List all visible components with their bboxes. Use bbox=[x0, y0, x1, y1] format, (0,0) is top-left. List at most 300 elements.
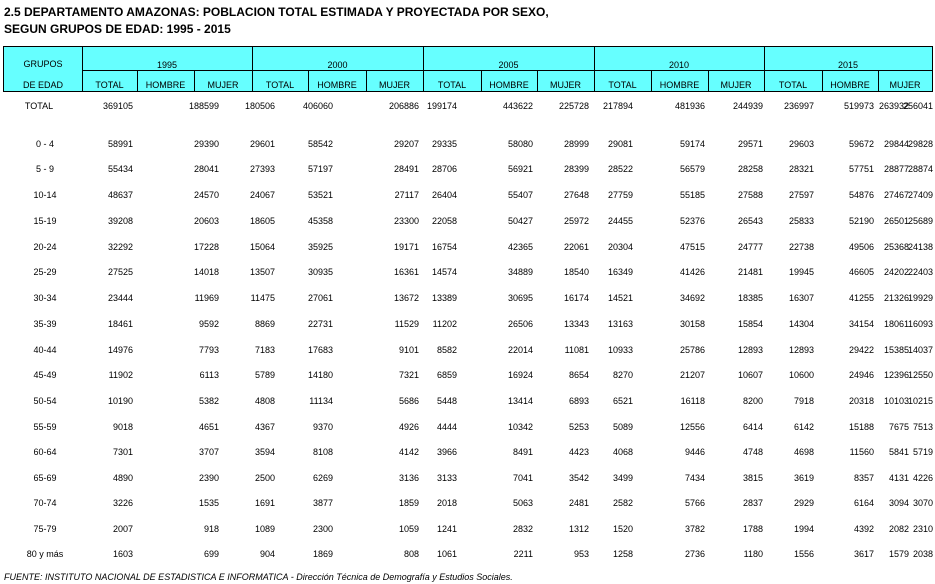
table-cell: 8270 bbox=[612, 370, 633, 380]
table-cell: 5063 bbox=[512, 498, 533, 508]
row-label: 45-49 bbox=[33, 370, 57, 380]
table-cell: 7793 bbox=[198, 345, 219, 355]
table-cell: 2018 bbox=[436, 498, 457, 508]
table-cell: 5686 bbox=[398, 396, 419, 406]
table-cell: 27525 bbox=[107, 267, 133, 277]
table-row bbox=[0, 242, 935, 256]
table-cell: 10190 bbox=[107, 396, 133, 406]
table-cell: 1059 bbox=[398, 524, 419, 534]
table-cell: 17228 bbox=[193, 242, 219, 252]
row-label: 80 y más bbox=[26, 549, 64, 559]
table-cell: 24777 bbox=[737, 242, 763, 252]
table-cell: 28999 bbox=[563, 139, 589, 149]
row-label: 0 - 4 bbox=[35, 139, 54, 149]
table-cell: 15188 bbox=[848, 422, 874, 432]
table-cell: 6414 bbox=[742, 422, 763, 432]
header-year-underline bbox=[594, 70, 764, 71]
table-row bbox=[0, 139, 935, 153]
table-cell: 12550 bbox=[907, 370, 933, 380]
table-cell: 9446 bbox=[684, 447, 705, 457]
table-cell: 18540 bbox=[563, 267, 589, 277]
table-cell: 26543 bbox=[737, 216, 763, 226]
table-cell: 39208 bbox=[107, 216, 133, 226]
table-title-line-1: 2.5 DEPARTAMENTO AMAZONAS: POBLACION TOTAL ESTIMADA Y PROYECTADA POR SEXO, bbox=[4, 5, 549, 19]
table-cell: 11902 bbox=[108, 370, 133, 380]
table-cell: 24202 bbox=[883, 267, 909, 277]
table-cell: 42365 bbox=[507, 242, 533, 252]
table-cell: 206886 bbox=[388, 101, 419, 111]
table-cell: 3133 bbox=[436, 473, 457, 483]
table-cell: 34692 bbox=[679, 293, 705, 303]
table-cell: 11475 bbox=[250, 293, 275, 303]
table-cell: 12893 bbox=[737, 345, 763, 355]
table-cell: 14521 bbox=[607, 293, 633, 303]
table-cell: 4367 bbox=[254, 422, 275, 432]
header-year: 2005 bbox=[498, 60, 519, 70]
table-cell: 25786 bbox=[679, 345, 705, 355]
table-cell: 2481 bbox=[568, 498, 589, 508]
table-title-line-2: SEGUN GRUPOS DE EDAD: 1995 - 2015 bbox=[4, 22, 231, 36]
table-cell: 481936 bbox=[674, 101, 705, 111]
table-cell: 20318 bbox=[848, 396, 874, 406]
table-cell: 27467 bbox=[883, 190, 909, 200]
row-label: 55-59 bbox=[33, 422, 57, 432]
table-cell: 16118 bbox=[680, 396, 705, 406]
table-cell: 918 bbox=[203, 524, 219, 534]
table-cell: 10600 bbox=[788, 370, 814, 380]
table-row-total bbox=[0, 101, 935, 115]
table-cell: 18461 bbox=[107, 319, 133, 329]
row-label: 75-79 bbox=[33, 524, 57, 534]
table-cell: 3617 bbox=[853, 549, 874, 559]
header-sub-hombre: HOMBRE bbox=[317, 80, 357, 90]
header-sub-total: TOTAL bbox=[95, 80, 124, 90]
table-cell: 4748 bbox=[742, 447, 763, 457]
row-label: 20-24 bbox=[33, 242, 57, 252]
table-cell: 24570 bbox=[193, 190, 219, 200]
table-cell: 58991 bbox=[107, 139, 133, 149]
table-cell: 4890 bbox=[112, 473, 133, 483]
table-cell: 5789 bbox=[254, 370, 275, 380]
table-cell: 29603 bbox=[788, 139, 814, 149]
table-cell: 1089 bbox=[254, 524, 275, 534]
row-label: 5 - 9 bbox=[35, 164, 54, 174]
table-cell: 2500 bbox=[254, 473, 275, 483]
table-cell: 16307 bbox=[788, 293, 814, 303]
table-row bbox=[0, 293, 935, 307]
table-row bbox=[0, 498, 935, 512]
table-cell: 14180 bbox=[307, 370, 333, 380]
table-cell: 58080 bbox=[507, 139, 533, 149]
table-cell: 27393 bbox=[249, 164, 275, 174]
row-label: TOTAL bbox=[24, 101, 54, 111]
table-cell: 5841 bbox=[888, 447, 909, 457]
table-cell: 29390 bbox=[193, 139, 219, 149]
table-cell: 6859 bbox=[436, 370, 457, 380]
table-cell: 10607 bbox=[737, 370, 763, 380]
table-cell: 28491 bbox=[393, 164, 419, 174]
table-cell: 32292 bbox=[107, 242, 133, 252]
header-sub-mujer: MUJER bbox=[889, 80, 921, 90]
table-cell: 26404 bbox=[431, 190, 457, 200]
table-cell: 9101 bbox=[398, 345, 419, 355]
table-cell: 28321 bbox=[788, 164, 814, 174]
table-cell: 22403 bbox=[907, 267, 933, 277]
table-cell: 12396 bbox=[883, 370, 909, 380]
table-row bbox=[0, 447, 935, 461]
table-cell: 48637 bbox=[107, 190, 133, 200]
table-cell: 5253 bbox=[568, 422, 589, 432]
table-cell: 3815 bbox=[742, 473, 763, 483]
table-cell: 27759 bbox=[607, 190, 633, 200]
table-cell: 22738 bbox=[788, 242, 814, 252]
table-row bbox=[0, 345, 935, 359]
table-cell: 7918 bbox=[793, 396, 814, 406]
table-cell: 25833 bbox=[788, 216, 814, 226]
row-label: 65-69 bbox=[33, 473, 57, 483]
row-label: 35-39 bbox=[33, 319, 57, 329]
row-label: 40-44 bbox=[33, 345, 57, 355]
table-cell: 1180 bbox=[743, 549, 763, 559]
table-cell: 2310 bbox=[912, 524, 933, 534]
header-sub-mujer: MUJER bbox=[379, 80, 410, 90]
table-cell: 6893 bbox=[568, 396, 589, 406]
header-sub-hombre: HOMBRE bbox=[145, 80, 186, 90]
header-year-underline bbox=[764, 70, 932, 71]
table-cell: 57197 bbox=[307, 164, 333, 174]
table-cell: 11529 bbox=[394, 319, 419, 329]
table-cell: 11560 bbox=[849, 447, 874, 457]
table-cell: 46605 bbox=[848, 267, 874, 277]
table-cell: 20304 bbox=[607, 242, 633, 252]
table-cell: 1556 bbox=[793, 549, 814, 559]
table-cell: 26506 bbox=[507, 319, 533, 329]
table-cell: 2929 bbox=[793, 498, 814, 508]
table-cell: 54876 bbox=[848, 190, 874, 200]
table-cell: 55185 bbox=[679, 190, 705, 200]
table-cell: 7675 bbox=[888, 422, 909, 432]
table-cell: 236997 bbox=[783, 101, 814, 111]
table-cell: 30695 bbox=[507, 293, 533, 303]
table-cell: 28706 bbox=[431, 164, 457, 174]
table-cell: 443622 bbox=[502, 101, 533, 111]
table-cell: 4226 bbox=[912, 473, 933, 483]
table-cell: 25368 bbox=[883, 242, 909, 252]
table-cell: 699 bbox=[203, 549, 219, 559]
table-cell: 19945 bbox=[788, 267, 814, 277]
row-label: 50-54 bbox=[33, 396, 57, 406]
table-cell: 3877 bbox=[312, 498, 333, 508]
table-cell: 2736 bbox=[684, 549, 705, 559]
table-cell: 28041 bbox=[193, 164, 219, 174]
table-cell: 16349 bbox=[607, 267, 633, 277]
header-sub-hombre: HOMBRE bbox=[489, 80, 529, 90]
table-cell: 24946 bbox=[848, 370, 874, 380]
table-cell: 29335 bbox=[431, 139, 457, 149]
header-sub-mujer: MUJER bbox=[207, 80, 239, 90]
table-cell: 6113 bbox=[199, 370, 219, 380]
row-label: 10-14 bbox=[33, 190, 57, 200]
header-year: 1995 bbox=[156, 60, 178, 70]
table-cell: 2038 bbox=[912, 549, 933, 559]
table-cell: 14304 bbox=[788, 319, 814, 329]
table-cell: 2390 bbox=[198, 473, 219, 483]
table-cell: 11134 bbox=[309, 396, 333, 406]
header-sub-mujer: MUJER bbox=[720, 80, 752, 90]
table-cell: 21207 bbox=[679, 370, 705, 380]
table-cell: 519973 bbox=[843, 101, 874, 111]
table-cell: 4423 bbox=[568, 447, 589, 457]
table-cell: 27061 bbox=[307, 293, 333, 303]
table-cell: 217894 bbox=[602, 101, 633, 111]
header-year: 2010 bbox=[668, 60, 690, 70]
table-cell: 11202 bbox=[432, 319, 457, 329]
table-cell: 59672 bbox=[848, 139, 874, 149]
table-cell: 30935 bbox=[307, 267, 333, 277]
table-cell: 14574 bbox=[431, 267, 457, 277]
table-cell: 55434 bbox=[107, 164, 133, 174]
table-cell: 15854 bbox=[737, 319, 763, 329]
table-cell: 13163 bbox=[607, 319, 633, 329]
table-row bbox=[0, 164, 935, 178]
table-cell: 29828 bbox=[907, 139, 933, 149]
table-cell: 8654 bbox=[568, 370, 589, 380]
table-cell: 28522 bbox=[607, 164, 633, 174]
table-cell: 10215 bbox=[907, 396, 933, 406]
table-cell: 1579 bbox=[888, 549, 909, 559]
table-cell: 25972 bbox=[563, 216, 589, 226]
table-row bbox=[0, 524, 935, 538]
table-cell: 369105 bbox=[102, 101, 133, 111]
table-cell: 41255 bbox=[848, 293, 874, 303]
row-label: 30-34 bbox=[33, 293, 57, 303]
table-cell: 22731 bbox=[307, 319, 333, 329]
table-cell: 3070 bbox=[912, 498, 933, 508]
table-cell: 22061 bbox=[563, 242, 589, 252]
table-cell: 2211 bbox=[513, 549, 533, 559]
table-cell: 3594 bbox=[254, 447, 275, 457]
table-cell: 1520 bbox=[612, 524, 633, 534]
table-cell: 45358 bbox=[307, 216, 333, 226]
table-cell: 16174 bbox=[563, 293, 589, 303]
table-cell: 56921 bbox=[507, 164, 533, 174]
table-cell: 8200 bbox=[742, 396, 763, 406]
table-cell: 21326 bbox=[883, 293, 909, 303]
table-cell: 27597 bbox=[788, 190, 814, 200]
header-year-underline bbox=[82, 70, 252, 71]
table-cell: 13507 bbox=[249, 267, 275, 277]
table-cell: 8582 bbox=[436, 345, 457, 355]
table-cell: 27117 bbox=[394, 190, 419, 200]
table-cell: 13672 bbox=[393, 293, 419, 303]
table-row bbox=[0, 370, 935, 384]
table-cell: 29601 bbox=[249, 139, 275, 149]
table-cell: 29081 bbox=[607, 139, 633, 149]
table-cell: 15064 bbox=[249, 242, 275, 252]
table-cell: 1869 bbox=[312, 549, 333, 559]
table-cell: 35925 bbox=[307, 242, 333, 252]
row-label: 70-74 bbox=[33, 498, 57, 508]
table-cell: 2832 bbox=[512, 524, 533, 534]
table-cell: 5089 bbox=[612, 422, 633, 432]
header-year: 2015 bbox=[837, 60, 859, 70]
header-sub-total: TOTAL bbox=[778, 80, 808, 90]
table-cell: 1603 bbox=[112, 549, 133, 559]
table-cell: 1535 bbox=[198, 498, 219, 508]
footer-source: FUENTE: INSTITUTO NACIONAL DE ESTADISTICA E INFORMATICA - Dirección Técnica de Demografía y Estudios Sociales. bbox=[4, 572, 513, 582]
table-cell: 28874 bbox=[907, 164, 933, 174]
table-cell: 11969 bbox=[194, 293, 219, 303]
table-cell: 10103 bbox=[883, 396, 909, 406]
table-cell: 5382 bbox=[198, 396, 219, 406]
table-cell: 22014 bbox=[507, 345, 533, 355]
table-cell: 25689 bbox=[907, 216, 933, 226]
table-cell: 29207 bbox=[393, 139, 419, 149]
table-cell: 57751 bbox=[848, 164, 874, 174]
table-cell: 2082 bbox=[888, 524, 909, 534]
table-cell: 8357 bbox=[853, 473, 874, 483]
table-cell: 52376 bbox=[679, 216, 705, 226]
table-cell: 20603 bbox=[193, 216, 219, 226]
table-cell: 34889 bbox=[507, 267, 533, 277]
table-cell: 2300 bbox=[312, 524, 333, 534]
table-cell: 23300 bbox=[393, 216, 419, 226]
table-cell: 7434 bbox=[684, 473, 705, 483]
table-cell: 3136 bbox=[398, 473, 419, 483]
table-cell: 13389 bbox=[431, 293, 457, 303]
table-cell: 4698 bbox=[793, 447, 814, 457]
table-row bbox=[0, 267, 935, 281]
table-cell: 9592 bbox=[198, 319, 219, 329]
table-cell: 47515 bbox=[679, 242, 705, 252]
table-row bbox=[0, 319, 935, 333]
table-cell: 244939 bbox=[732, 101, 763, 111]
table-cell: 6142 bbox=[793, 422, 814, 432]
header-sub-total: TOTAL bbox=[265, 80, 295, 90]
row-label: 60-64 bbox=[33, 447, 57, 457]
table-cell: 5719 bbox=[912, 447, 933, 457]
table-cell: 52190 bbox=[848, 216, 874, 226]
table-cell: 256041 bbox=[902, 101, 933, 111]
table-row bbox=[0, 396, 935, 410]
table-cell: 24138 bbox=[907, 242, 933, 252]
table-cell: 21481 bbox=[737, 267, 763, 277]
header-sub-hombre: HOMBRE bbox=[659, 80, 700, 90]
header-year-underline bbox=[252, 70, 423, 71]
table-cell: 1258 bbox=[612, 549, 633, 559]
table-cell: 7041 bbox=[512, 473, 533, 483]
table-row bbox=[0, 216, 935, 230]
header-sub-hombre: HOMBRE bbox=[830, 80, 870, 90]
header-year: 2000 bbox=[327, 60, 348, 70]
table-cell: 16361 bbox=[393, 267, 419, 277]
table-cell: 180506 bbox=[244, 101, 275, 111]
row-label: 25-29 bbox=[33, 267, 57, 277]
table-cell: 28258 bbox=[737, 164, 763, 174]
table-row bbox=[0, 190, 935, 204]
table-cell: 3499 bbox=[612, 473, 633, 483]
table-cell: 28399 bbox=[563, 164, 589, 174]
table-cell: 58542 bbox=[307, 139, 333, 149]
table-cell: 4808 bbox=[254, 396, 275, 406]
table-cell: 29844 bbox=[883, 139, 909, 149]
table-cell: 808 bbox=[403, 549, 419, 559]
table-cell: 17683 bbox=[307, 345, 333, 355]
table-cell: 1061 bbox=[436, 549, 457, 559]
table-cell: 56579 bbox=[679, 164, 705, 174]
table-cell: 18385 bbox=[737, 293, 763, 303]
table-cell: 4142 bbox=[398, 447, 419, 457]
table-cell: 4651 bbox=[198, 422, 219, 432]
row-label: 15-19 bbox=[33, 216, 57, 226]
table-cell: 24067 bbox=[249, 190, 275, 200]
header-sub-mujer: MUJER bbox=[550, 80, 581, 90]
table-cell: 2582 bbox=[612, 498, 633, 508]
table-cell: 49506 bbox=[848, 242, 874, 252]
table-cell: 953 bbox=[573, 549, 589, 559]
table-cell: 14018 bbox=[193, 267, 219, 277]
table-header bbox=[3, 46, 933, 92]
table-cell: 30158 bbox=[679, 319, 705, 329]
header-year-underline bbox=[423, 70, 594, 71]
table-cell: 4926 bbox=[398, 422, 419, 432]
table-cell: 1241 bbox=[436, 524, 457, 534]
table-cell: 10933 bbox=[607, 345, 633, 355]
table-cell: 28877 bbox=[883, 164, 909, 174]
table-cell: 12556 bbox=[679, 422, 705, 432]
table-cell: 16754 bbox=[431, 242, 457, 252]
table-cell: 2007 bbox=[112, 524, 133, 534]
table-cell: 225728 bbox=[558, 101, 589, 111]
table-row bbox=[0, 422, 935, 436]
table-cell: 8108 bbox=[312, 447, 333, 457]
table-cell: 14976 bbox=[107, 345, 133, 355]
table-cell: 1859 bbox=[398, 498, 419, 508]
table-cell: 7301 bbox=[112, 447, 133, 457]
table-cell: 16093 bbox=[907, 319, 933, 329]
table-cell: 5448 bbox=[436, 396, 457, 406]
table-cell: 27588 bbox=[737, 190, 763, 200]
table-cell: 13343 bbox=[563, 319, 589, 329]
table-cell: 7321 bbox=[398, 370, 419, 380]
header-sub-total: TOTAL bbox=[437, 80, 467, 90]
table-cell: 3226 bbox=[112, 498, 133, 508]
table-cell: 3542 bbox=[568, 473, 589, 483]
table-cell: 29422 bbox=[848, 345, 874, 355]
table-cell: 6164 bbox=[853, 498, 874, 508]
table-row bbox=[0, 473, 935, 487]
table-cell: 12893 bbox=[788, 345, 814, 355]
table-cell: 1994 bbox=[793, 524, 814, 534]
table-cell: 53521 bbox=[307, 190, 333, 200]
header-grupos: GRUPOS bbox=[23, 59, 63, 69]
table-cell: 9370 bbox=[312, 422, 333, 432]
table-cell: 3094 bbox=[888, 498, 909, 508]
table-cell: 1788 bbox=[742, 524, 763, 534]
table-cell: 41426 bbox=[679, 267, 705, 277]
table-row bbox=[0, 549, 935, 563]
table-cell: 406060 bbox=[302, 101, 333, 111]
table-cell: 199174 bbox=[426, 101, 457, 111]
table-cell: 27409 bbox=[907, 190, 933, 200]
table-cell: 19929 bbox=[907, 293, 933, 303]
table-cell: 5766 bbox=[684, 498, 705, 508]
table-cell: 4392 bbox=[853, 524, 874, 534]
table-cell: 1312 bbox=[568, 524, 589, 534]
table-cell: 15385 bbox=[883, 345, 909, 355]
table-cell: 9018 bbox=[112, 422, 133, 432]
table-cell: 16924 bbox=[507, 370, 533, 380]
